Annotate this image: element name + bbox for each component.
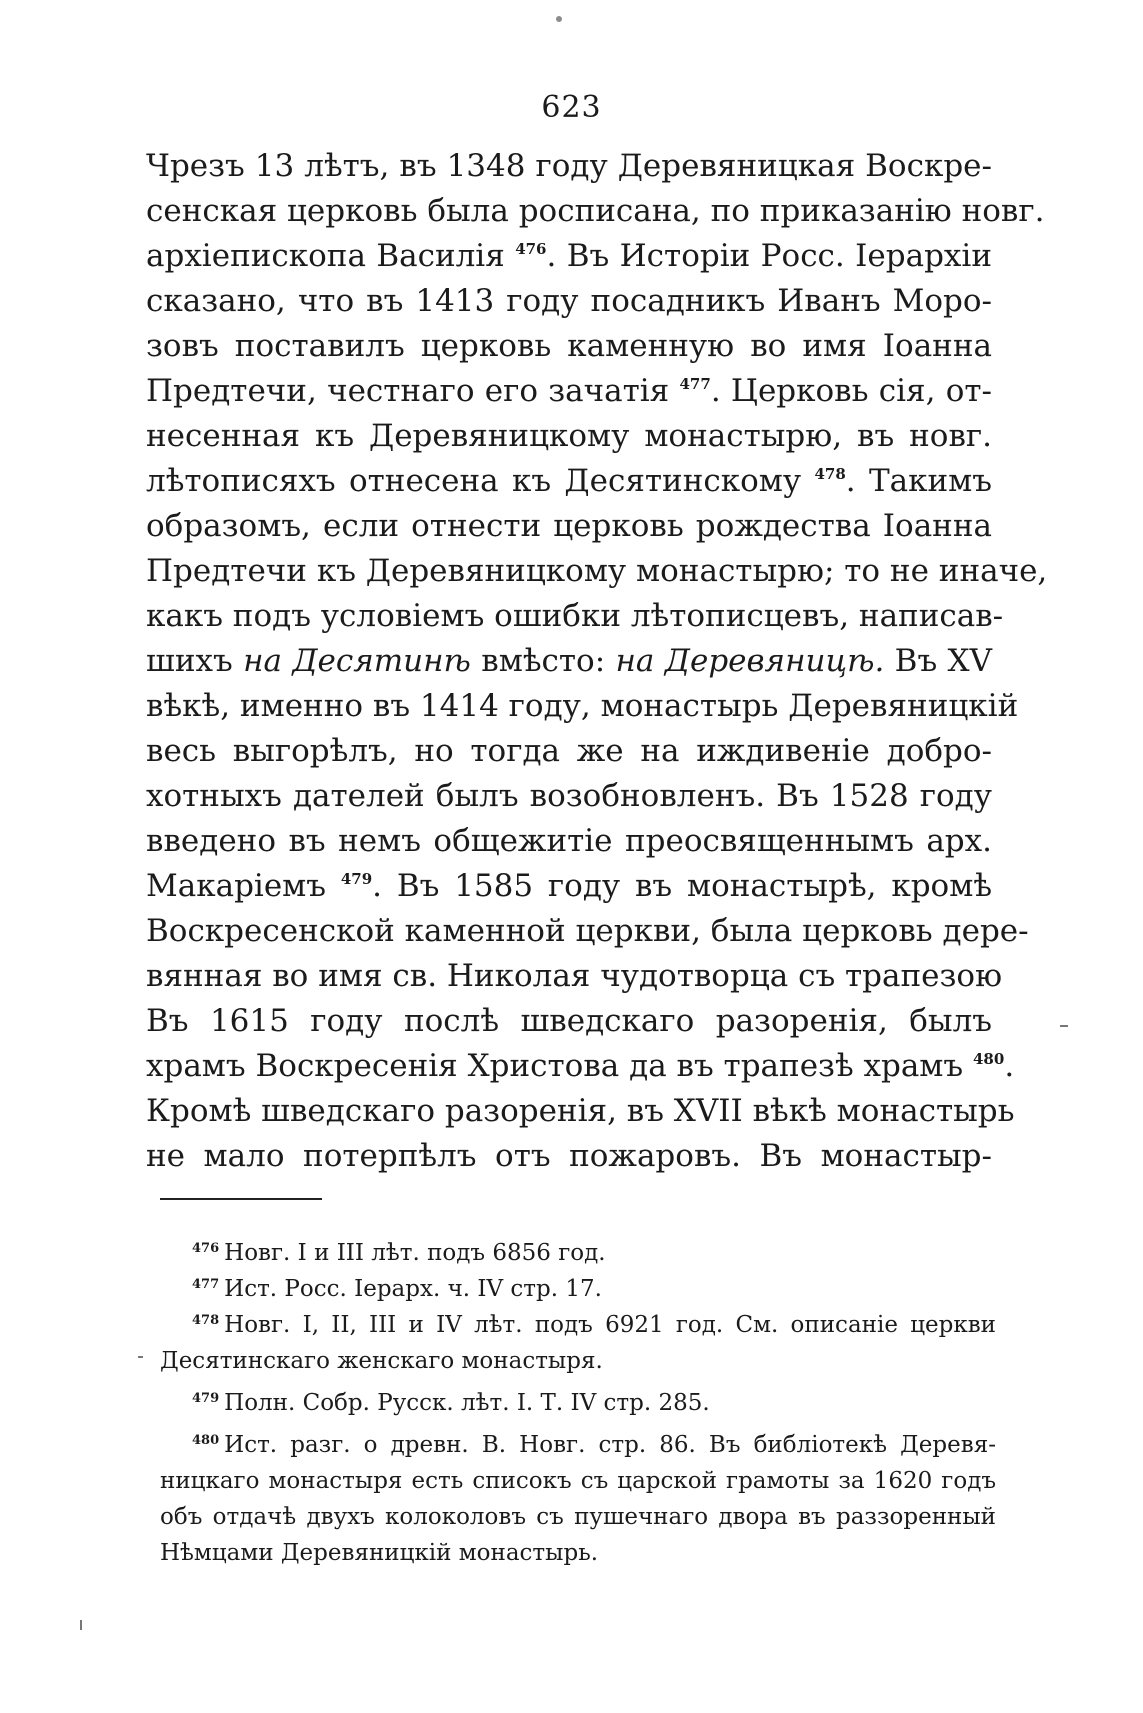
footnote-ref-477[interactable]: 477	[679, 375, 711, 393]
footnote-477: $^{477}$ Ист. Росс. Іерарх. ч. IV стр. 17.	[192, 1276, 602, 1302]
footnote-480-cont: ницкаго монастыря есть списокъ съ царской грамоты за 1620 годъ	[160, 1468, 996, 1494]
footnote-mark: 478	[192, 1313, 220, 1328]
footnote-mark: 480	[192, 1433, 220, 1448]
body-line: Кромѣ шведскаго разоренія, въ XVII вѣкѣ монастырь	[146, 1093, 1015, 1129]
footnote-478-cont: Десятинскаго женскаго монастыря.	[160, 1348, 603, 1374]
footnote-480-cont: объ отдачѣ двухъ колоколовъ съ пушечнаго двора въ раззоренный	[160, 1504, 996, 1530]
italic-phrase: на Деревяницѣ.	[615, 643, 885, 679]
body-line: хотныхъ дателей былъ возобновленъ. Въ 1528 году	[146, 778, 992, 814]
body-line: Въ 1615 году послѣ шведскаго разоренія, былъ	[146, 1003, 992, 1039]
body-line: Предтечи, честнаго его зачатія $^{477}$. Церковь сія, от-	[146, 373, 993, 409]
body-line: Предтечи къ Деревяницкому монастырю; то не иначе,	[146, 553, 1048, 589]
footnote-ref-480[interactable]: 480	[973, 1050, 1005, 1068]
body-line: не мало потерпѣлъ отъ пожаровъ. Въ монастыр-	[146, 1138, 992, 1174]
body-line: вѣкѣ, именно въ 1414 году, монастырь Деревяницкій	[146, 688, 1019, 724]
footnote-476: $^{476}$ Новг. I и III лѣт. подъ 6856 год.	[192, 1240, 606, 1266]
footnote-480-cont: Нѣмцами Деревяницкій монастырь.	[160, 1540, 599, 1566]
footnote-ref-479[interactable]: 479	[340, 870, 373, 888]
body-line: весь выгорѣлъ, но тогда же на иждивеніе добро-	[146, 733, 992, 769]
body-line: храмъ Воскресенія Христова да въ трапезѣ храмъ $^{480}$.	[146, 1048, 1015, 1084]
body-line: шихъ на Десятинѣ вмѣсто: на Деревяницѣ. Въ XV	[146, 643, 992, 679]
body-line: какъ подъ условіемъ ошибки лѣтописцевъ, написав-	[146, 598, 1004, 634]
footnotes	[160, 1235, 996, 1571]
body-line: лѣтописяхъ отнесена къ Десятинскому $^{478}$. Такимъ	[146, 463, 992, 499]
body-line: Воскресенской каменной церкви, была церковь дере-	[146, 913, 1029, 949]
footnote-mark: 476	[192, 1241, 220, 1256]
body-line: сенская церковь была росписана, по приказанію новг.	[146, 193, 1045, 229]
footnote-mark: 479	[192, 1391, 220, 1406]
footnote-divider	[160, 1198, 322, 1200]
body-line: Макаріемъ $^{479}$. Въ 1585 году въ монастырѣ, кромѣ	[146, 868, 993, 904]
page-speck	[556, 16, 562, 22]
body-line: сказано, что въ 1413 году посадникъ Иванъ Моро-	[146, 283, 992, 319]
page-number: 623	[541, 90, 602, 125]
body-text	[146, 144, 1048, 1179]
body-line: Чрезъ 13 лѣтъ, въ 1348 году Деревяницкая Воскре-	[146, 148, 992, 184]
body-line: архіепископа Василія $^{476}$. Въ Исторіи Росс. Іерархіи	[146, 238, 992, 274]
footnote-ref-476[interactable]: 476	[515, 240, 547, 258]
margin-mark	[80, 1620, 82, 1630]
footnote-478: $^{478}$ Новг. I, II, III и IV лѣт. подъ 6921 год. См. описаніе церкви	[192, 1312, 996, 1338]
margin-mark	[1060, 1025, 1068, 1027]
body-line: несенная къ Деревяницкому монастырю, въ новг.	[146, 418, 992, 454]
footnote-ref-478[interactable]: 478	[814, 465, 846, 483]
body-line: образомъ, если отнести церковь рождества Іоанна	[146, 508, 992, 544]
body-line: зовъ поставилъ церковь каменную во имя Іоанна	[146, 328, 992, 364]
italic-phrase: на Десятинѣ	[243, 643, 471, 679]
margin-mark	[138, 1356, 143, 1358]
body-line: введено въ немъ общежитіе преосвященнымъ арх.	[146, 823, 992, 859]
body-line: вянная во имя св. Николая чудотворца съ трапезою	[146, 958, 1003, 994]
footnote-479: $^{479}$ Полн. Собр. Русск. лѣт. I. Т. IV стр. 285.	[192, 1390, 710, 1416]
footnote-mark: 477	[192, 1277, 220, 1292]
footnote-480: $^{480}$ Ист. разг. о древн. В. Новг. стр. 86. Въ библіотекѣ Деревя-	[192, 1432, 996, 1458]
